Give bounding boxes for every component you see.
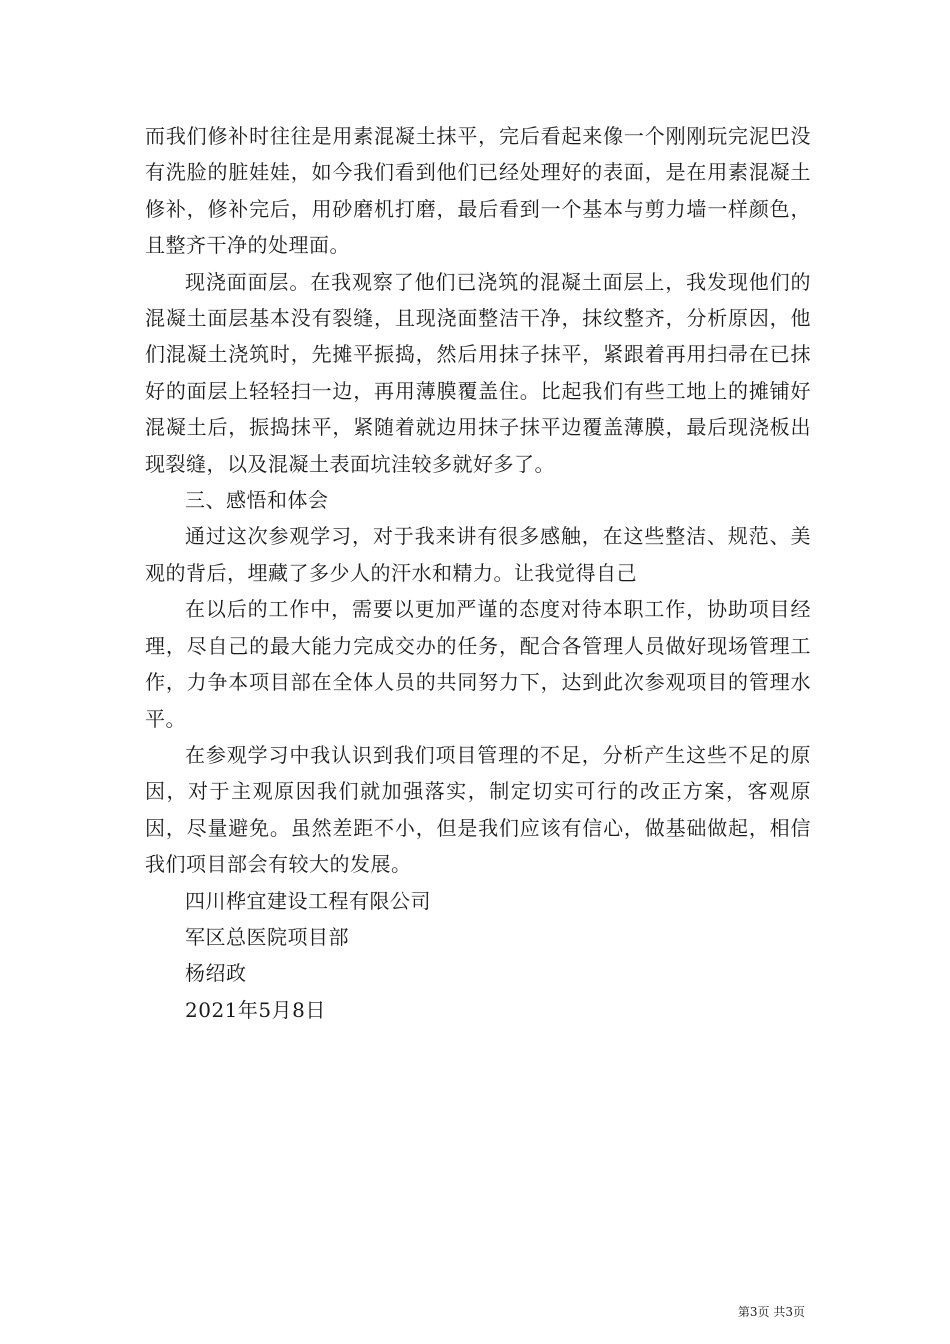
signature-name: 杨绍政 [185, 961, 247, 986]
signature-department: 军区总医院项目部 [185, 924, 349, 949]
signature-company: 四川桦宜建设工程有限公司 [185, 888, 431, 913]
page-number: 第3页 共3页 [737, 1305, 805, 1319]
signature-date: 2021年5月8日 [185, 997, 326, 1022]
paragraph-repair-surface: 而我们修补时往往是用素混凝土抹平，完后看起来像一个刚刚玩完泥巴没有洗脸的脏娃娃，如今我们看到他们已经处理好的表面，是在用素混凝土修补，修补完后，用砂磨机打磨，最后看到一个基本与剪力墙一样颜色，且整齐干净的处理面。 [145, 124, 811, 258]
paragraph-future-work: 在以后的工作中，需要以更加严谨的态度对待本职工作，协助项目经理，尽自己的最大能力完成交办的任务，配合各管理人员做好现场管理工作，力争本项目部在全体人员的共同努力下，达到此次参观项目的管理水平。 [145, 597, 811, 731]
paragraph-cast-surface: 现浇面面层。在我观察了他们已浇筑的混凝土面层上，我发现他们的混凝土面层基本没有裂缝，且现浇面整洁干净，抹纹整齐，分析原因，他们混凝土浇筑时，先摊平振捣，然后用抹子抹平，紧跟着再用扫帚在已抹好的面层上轻轻扫一边，再用薄膜覆盖住。比起我们有些工地上的摊铺好混凝土后，振捣抹平，紧随着就边用抹子抹平边覆盖薄膜，最后现浇板出现裂缝，以及混凝土表面坑洼较多就好多了。 [145, 269, 811, 476]
document-body [145, 118, 811, 1028]
paragraph-impressions: 通过这次参观学习，对于我来讲有很多感触，在这些整洁、规范、美观的背后，埋藏了多少人的汗水和精力。让我觉得自己 [145, 524, 811, 585]
paragraph-shortcomings: 在参观学习中我认识到我们项目管理的不足，分析产生这些不足的原因，对于主观原因我们就加强落实，制定切实可行的改正方案，客观原因，尽量避免。虽然差距不小，但是我们应该有信心，做基础做起，相信我们项目部会有较大的发展。 [145, 742, 811, 877]
section-heading-reflections: 三、感悟和体会 [185, 488, 329, 513]
